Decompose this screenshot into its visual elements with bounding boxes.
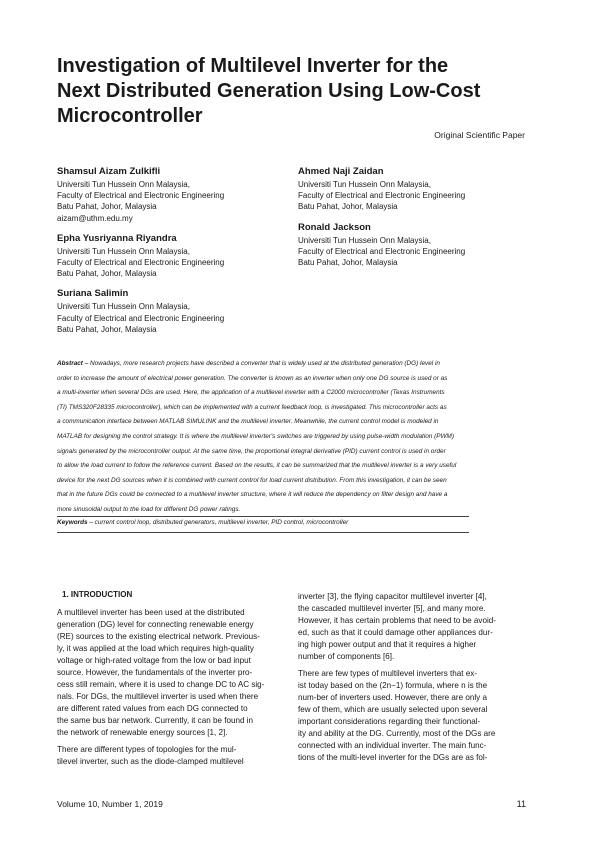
- author-faculty: Faculty of Electrical and Electronic Engineering: [57, 258, 225, 268]
- body-line: are different rated values from each DG connected to: [57, 704, 248, 713]
- abstract-line: device for the next DG sources when it is combined with current control for load current distribution. From this investigation, it can be seen: [57, 476, 447, 484]
- keywords-divider-top: [57, 516, 469, 517]
- abstract-label: Abstract: [57, 360, 83, 367]
- author-affiliation: Universiti Tun Hussein Onn Malaysia,: [57, 302, 190, 312]
- author-block: [57, 287, 287, 335]
- body-line: the cascaded multilevel inverter [5], and many more.: [298, 604, 486, 613]
- author-location: Batu Pahat, Johor, Malaysia: [298, 202, 398, 212]
- abstract-line: (TI) TMS320F28335 microcontroller), which can be implemented with a current feedback loop, is investigated. This microcontroller acts as: [57, 403, 447, 411]
- abstract-line: a communication interface between MATLAB SIMULINK and the multilevel inverter. Meanwhile, the current control model is modeled in: [57, 418, 439, 426]
- paragraph: [298, 591, 528, 663]
- author-block: [298, 165, 538, 213]
- body-line: A multilevel inverter has been used at the distributed: [57, 608, 245, 617]
- author-faculty: Faculty of Electrical and Electronic Engineering: [298, 191, 466, 201]
- author-email: aizam@uthm.edu.my: [57, 213, 133, 223]
- body-column-left: [57, 607, 287, 773]
- paragraph: [57, 607, 287, 739]
- body-line: voltage or high-rated voltage from the low or bad input: [57, 656, 251, 665]
- abstract-line: more sinusoidal output to the load for different DG power ratings.: [57, 505, 241, 513]
- paper-title: [57, 54, 537, 129]
- author-location: Batu Pahat, Johor, Malaysia: [57, 324, 157, 334]
- body-line: num-ber of inverters used. However, there are only a: [298, 693, 487, 702]
- keywords-label: Keywords: [57, 519, 88, 526]
- abstract-line: signals generated by the microcontroller output. At the same time, the proportional integral derivative (PID) current control is used in order: [57, 447, 446, 455]
- keywords-text: – current control loop, distributed generators, multilevel inverter, PID control, microcontroller: [87, 519, 349, 526]
- body-line: number of components [6].: [298, 652, 395, 661]
- author-faculty: Faculty of Electrical and Electronic Engineering: [57, 313, 225, 323]
- body-line: There are different types of topologies for the mul-: [57, 745, 237, 754]
- title-line-3: Microcontroller: [57, 105, 203, 127]
- keywords-divider-bottom: [57, 532, 469, 533]
- authors-right-column: [298, 165, 538, 276]
- body-line: There are few types of multilevel inverters that ex-: [298, 669, 478, 678]
- body-line: few of them, which are usually selected upon several: [298, 705, 488, 714]
- author-location: Batu Pahat, Johor, Malaysia: [298, 258, 398, 268]
- body-column-right: [298, 591, 528, 769]
- body-line: generation (DG) level for connecting renewable energy: [57, 620, 254, 629]
- author-name: Ahmed Naji Zaidan: [298, 166, 384, 177]
- section-heading-introduction: 1. INTRODUCTION: [62, 590, 133, 599]
- keywords: [57, 519, 348, 526]
- author-name: Suriana Salimin: [57, 288, 129, 300]
- body-line: connected with an individual inverter. The main func-: [298, 741, 487, 750]
- title-line-1: Investigation of Multilevel Inverter for the: [57, 55, 449, 77]
- body-line: the network of renewable energy sources [1, 2].: [57, 728, 228, 737]
- author-affiliation: Universiti Tun Hussein Onn Malaysia,: [57, 246, 190, 256]
- author-block: [57, 165, 287, 224]
- author-faculty: Faculty of Electrical and Electronic Engineering: [298, 246, 466, 256]
- footer-volume: Volume 10, Number 1, 2019: [57, 799, 163, 809]
- author-affiliation: Universiti Tun Hussein Onn Malaysia,: [298, 235, 431, 245]
- author-name: Epha Yusriyanna Riyandra: [57, 232, 177, 244]
- paragraph: [57, 744, 287, 768]
- abstract-line: that in the future DGs could be connected to a multilevel inverter structure, where it will reduce the dependency on filter design and have a: [57, 491, 448, 499]
- title-line-2: Next Distributed Generation Using Low-Cost: [57, 80, 481, 102]
- author-faculty: Faculty of Electrical and Electronic Engineering: [57, 191, 225, 201]
- abstract-line: [57, 357, 527, 372]
- body-line: ly, it was applied at the load which requires high-quality: [57, 644, 254, 653]
- body-line: ing high power output and that it requires a higher: [298, 640, 477, 649]
- author-name: Ronald Jackson: [298, 221, 371, 233]
- paragraph: [298, 668, 528, 764]
- body-line: nals. For DGs, the multilevel inverter is used when there: [57, 692, 259, 701]
- body-line: cess still remain, where it is used to change DC to AC sig-: [57, 680, 265, 689]
- page-number: 11: [516, 799, 526, 809]
- abstract-line: a multi-inverter when several DGs are used. Here, the application of a multilevel inverter with a C2000 microcontroller (Texas Instruments: [57, 389, 445, 397]
- body-line: ed, such as that it could damage other appliances dur-: [298, 628, 493, 637]
- body-line: tilevel inverter, such as the diode-clamped multilevel: [57, 757, 244, 766]
- abstract: [57, 357, 527, 518]
- author-location: Batu Pahat, Johor, Malaysia: [57, 202, 157, 212]
- body-line: important considerations regarding their functional-: [298, 717, 481, 726]
- author-block: [57, 232, 287, 280]
- body-line: source. However, the fundamentals of the inverter pro-: [57, 668, 253, 677]
- author-name: Shamsul Aizam Zulkifli: [57, 166, 161, 177]
- author-affiliation: Universiti Tun Hussein Onn Malaysia,: [57, 180, 190, 189]
- author-location: Batu Pahat, Johor, Malaysia: [57, 269, 157, 279]
- body-line: tions of the multi-level inverter for the DGs are as fol-: [298, 753, 488, 762]
- abstract-line: MATLAB for designing the control strategy. It is where the multilevel inverter's switches are triggered by using pulse-width modulation (PWM): [57, 432, 455, 440]
- author-block: [298, 221, 538, 269]
- abstract-line: order to increase the amount of electrical power generation. The converter is known as an inverter when only one DG source is used or as: [57, 374, 448, 382]
- paper-type-label: Original Scientific Paper: [434, 130, 525, 140]
- abstract-text: – Nowadays, more research projects have described a converter that is widely used at the distributed generation (DG) level in: [82, 360, 440, 367]
- body-line: inverter [3], the flying capacitor multilevel inverter [4],: [298, 592, 487, 601]
- author-affiliation: Universiti Tun Hussein Onn Malaysia,: [298, 180, 431, 189]
- body-line: ity and ability at the DG. Currently, most of the DGs are: [298, 729, 496, 738]
- body-line: ist today based on the (2n−1) formula, where n is the: [298, 681, 488, 690]
- abstract-line: to allow the load current to follow the reference current. Based on the results, it can be summarized that the multilevel inverter is a very useful: [57, 462, 457, 470]
- body-line: However, it has certain problems that need to be avoid-: [298, 616, 496, 625]
- body-line: (RE) sources to the existing electrical network. Previous-: [57, 632, 260, 641]
- body-line: the same bus bar network. Currently, it can be found in: [57, 716, 254, 725]
- authors-left-column: [57, 165, 287, 343]
